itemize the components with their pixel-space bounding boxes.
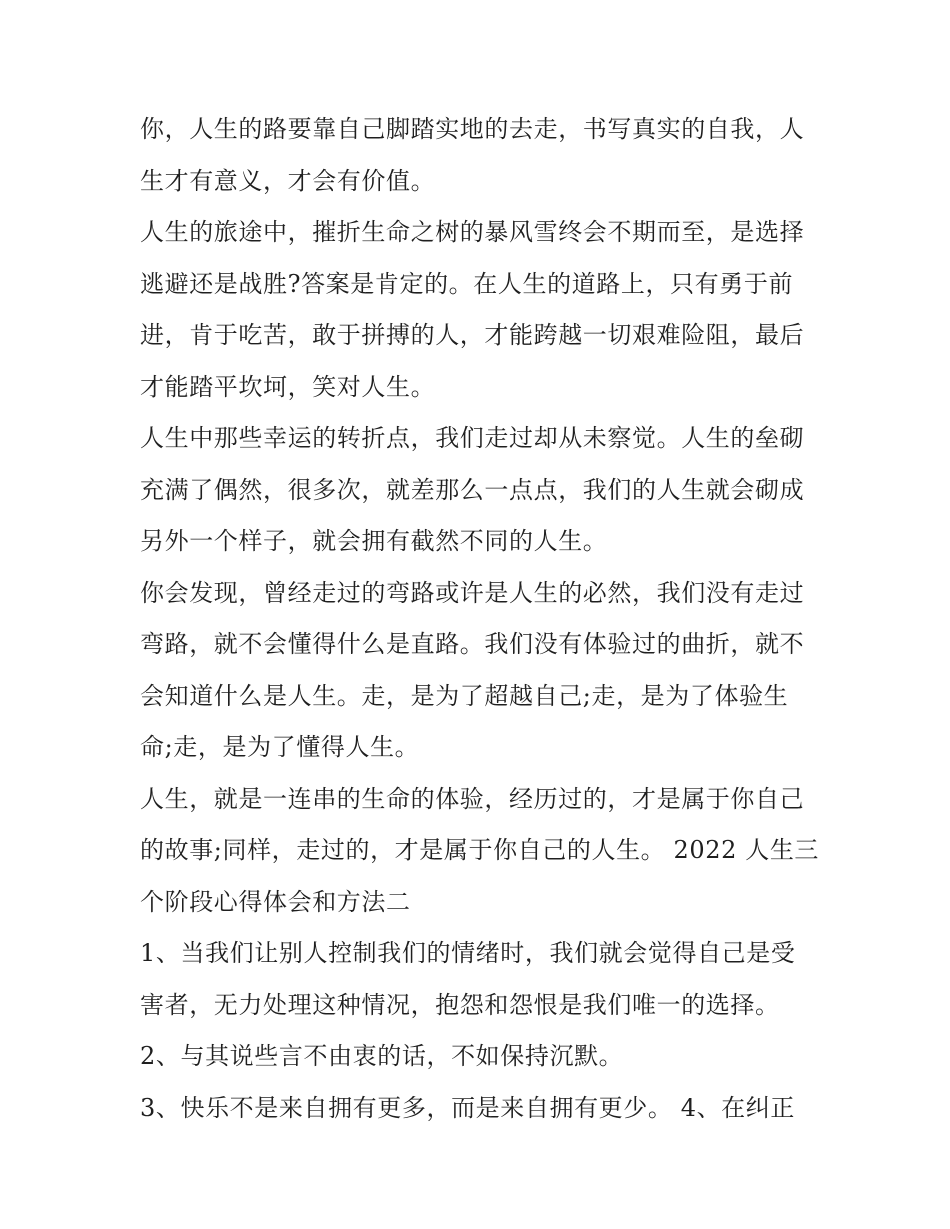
text-line: 1、当我们让别人控制我们的情绪时，我们就会觉得自己是受 bbox=[140, 939, 796, 967]
text-line: 的故事;同样，走过的，才是属于你自己的人生。 2022 人生三 bbox=[140, 836, 820, 864]
document-body bbox=[140, 104, 820, 1134]
text-line: 个阶段心得体会和方法二 bbox=[140, 887, 411, 916]
text-line: 才能踏平坎坷，笑对人生。 bbox=[140, 372, 436, 401]
text-line: 人生的旅途中，摧折生命之树的暴风雪终会不期而至，是选择 bbox=[140, 218, 805, 246]
text-line: 你会发现，曾经走过的弯路或许是人生的必然，我们没有走过 bbox=[140, 578, 805, 607]
text-line: 逃避还是战胜?答案是肯定的。在人生的道路上，只有勇于前 bbox=[140, 269, 794, 298]
text-line: 另外一个样子，就会拥有截然不同的人生。 bbox=[140, 527, 608, 555]
text-line: 人生，就是一连串的生命的体验，经历过的，才是属于你自己 bbox=[140, 784, 805, 813]
text-line: 充满了偶然，很多次，就差那么一点点，我们的人生就会砌成 bbox=[140, 475, 805, 504]
text-line: 3、快乐不是来自拥有更多，而是来自拥有更少。 4、在纠正 bbox=[140, 1093, 795, 1122]
text-line: 进，肯于吃苦，敢于拼搏的人，才能跨越一切艰难险阻，最后 bbox=[140, 321, 805, 349]
text-line: 人生中那些幸运的转折点，我们走过却从未察觉。人生的垒砌 bbox=[140, 424, 805, 452]
text-line: 你，人生的路要靠自己脚踏实地的去走，书写真实的自我，人 bbox=[140, 115, 805, 143]
text-line: 会知道什么是人生。走，是为了超越自己;走，是为了体验生 bbox=[140, 681, 789, 710]
text-line: 弯路，就不会懂得什么是直路。我们没有体验过的曲折，就不 bbox=[140, 630, 805, 658]
text-line: 2、与其说些言不由衷的话，不如保持沉默。 bbox=[140, 1042, 624, 1070]
text-line: 生才有意义，才会有价值。 bbox=[140, 166, 436, 195]
text-line: 命;走，是为了懂得人生。 bbox=[140, 733, 420, 761]
text-line: 害者，无力处理这种情况，抱怨和怨恨是我们唯一的选择。 bbox=[140, 990, 780, 1019]
